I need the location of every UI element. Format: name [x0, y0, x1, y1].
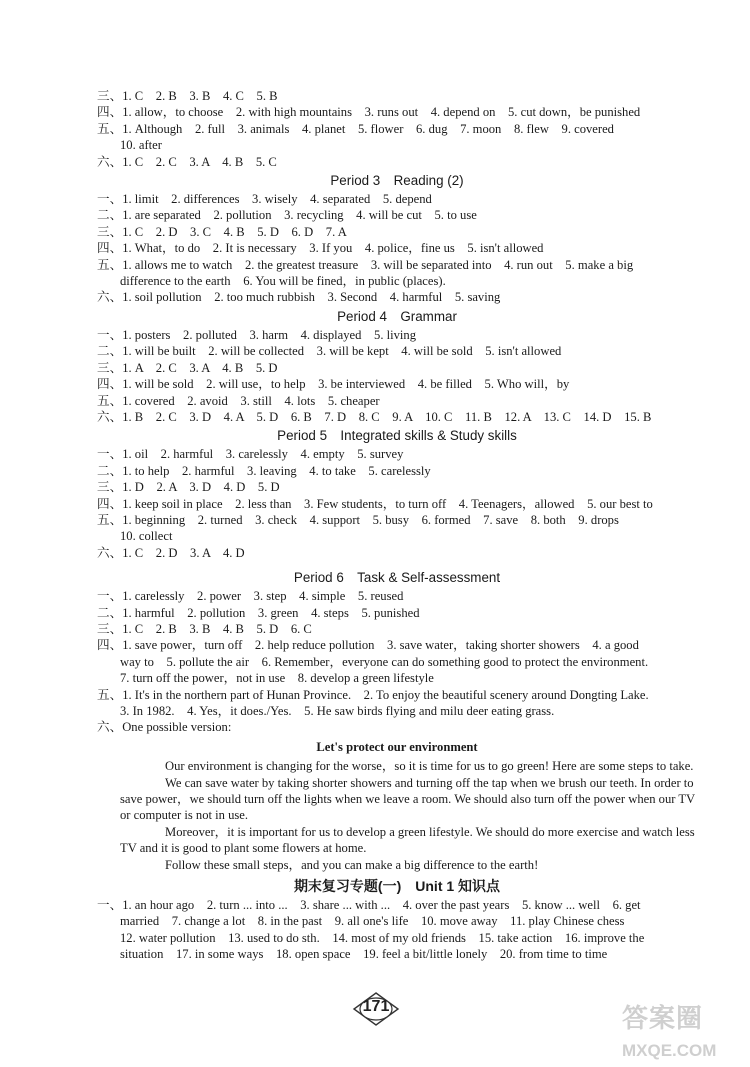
answer-row: 六、1. C 2. C 3. A 4. B 5. C: [97, 154, 277, 169]
answer-row: 三、1. C 2. B 3. B 4. C 5. B: [97, 89, 278, 103]
review-unit-title: 期末复习专题(一) Unit 1 知识点: [293, 878, 501, 895]
essay-paragraph: Follow these small steps，and you can make a big difference to the earth!: [165, 857, 539, 872]
essay-title: Let's protect our environment: [316, 739, 478, 754]
watermark-url: MXQE.COM: [622, 1041, 717, 1060]
answer-row: 五、1. beginning 2. turned 3. check 4. support 5. busy 6. formed 7. save 8. both 9. drops: [97, 512, 619, 527]
answer-row-continued: situation 17. in some ways 18. open space 19. feel a bit/little lonely 20. from time to time: [120, 947, 608, 962]
answer-row: 六、1. soil pollution 2. too much rubbish 3. Second 4. harmful 5. saving: [97, 290, 501, 305]
section-title-period-4: Period 4 Grammar: [337, 308, 457, 324]
answer-row: 四、1. allow，to choose 2. with high mountains 3. runs out 4. depend on 5. cut down，be punished: [97, 105, 641, 120]
answer-row-continued: 12. water pollution 13. used to do sth. 14. most of my old friends 15. take action 16. improve the: [120, 930, 645, 945]
answer-row: 二、1. will be built 2. will be collected 3. will be kept 4. will be sold 5. isn't allowed: [97, 344, 562, 359]
answer-row-continued: way to 5. pollute the air 6. Remember，everyone can do something good to protect the environment.: [120, 654, 649, 669]
answer-row-continued: married 7. change a lot 8. in the past 9. all one's life 10. move away 11. play Chinese chess: [120, 914, 625, 929]
answer-row-continued: 10. after: [120, 138, 162, 153]
answer-row: 二、1. to help 2. harmful 3. leaving 4. to take 5. carelessly: [97, 463, 431, 478]
answer-row: 一、1. limit 2. differences 3. wisely 4. separated 5. depend: [97, 192, 432, 207]
answer-row: 五、1. allows me to watch 2. the greatest treasure 3. will be separated into 4. run out 5. make a big: [97, 257, 634, 272]
page-number-badge: [352, 992, 400, 1026]
answer-row: 一、1. carelessly 2. power 3. step 4. simple 5. reused: [97, 589, 404, 604]
answer-content: [97, 88, 697, 963]
answer-row: 一、1. posters 2. polluted 3. harm 4. displayed 5. living: [97, 327, 417, 342]
answer-row: 二、1. harmful 2. pollution 3. green 4. steps 5. punished: [97, 605, 420, 620]
answer-row: 六、1. B 2. C 3. D 4. A 5. D 6. B 7. D 8. C 9. A 10. C 11. B 12. A 13. C 14. D 15. B: [97, 409, 652, 424]
answer-row: 一、1. an hour ago 2. turn ... into ... 3. share ... with ... 4. over the past years 5. know ... well 6. get: [97, 898, 641, 913]
section-title-period-3: Period 3 Reading (2): [330, 173, 464, 189]
answer-row: 五、1. covered 2. avoid 3. still 4. lots 5. cheaper: [97, 393, 380, 408]
answer-row: 五、1. Although 2. full 3. animals 4. planet 5. flower 6. dug 7. moon 8. flew 9. covered: [97, 121, 614, 136]
section-title-period-5: Period 5 Integrated skills & Study skills: [277, 428, 517, 444]
answer-row: 三、1. D 2. A 3. D 4. D 5. D: [97, 480, 280, 495]
answer-row: 二、1. are separated 2. pollution 3. recycling 4. will be cut 5. to use: [97, 208, 477, 223]
answer-row-continued: 10. collect: [120, 529, 173, 544]
essay-paragraph: Moreover，it is important for us to develop a green lifestyle. We should do more exercise and watch less TV and it is good to plant some flowers at home.: [120, 824, 695, 856]
watermark-logo-text: 答案圈: [622, 1003, 704, 1033]
answer-row: 四、1. will be sold 2. will use，to help 3. be interviewed 4. be filled 5. Who will，by: [97, 377, 570, 392]
answer-row: 三、1. C 2. B 3. B 4. B 5. D 6. C: [97, 621, 312, 636]
watermark: [620, 1003, 740, 1065]
answer-row: 六、1. C 2. D 3. A 4. D: [97, 545, 245, 560]
answer-row: 四、1. save power，turn off 2. help reduce pollution 3. save water，taking shorter showers 4. a good: [97, 638, 639, 653]
answer-row: 三、1. C 2. D 3. C 4. B 5. D 6. D 7. A: [97, 224, 347, 239]
answer-row: 五、1. It's in the northern part of Hunan Province. 2. To enjoy the beautiful scenery around Dongting Lake.: [97, 687, 649, 702]
answer-row: 一、1. oil 2. harmful 3. carelessly 4. empty 5. survey: [97, 447, 404, 462]
answer-row: 四、1. What，to do 2. It is necessary 3. If you 4. police，fine us 5. isn't allowed: [97, 241, 544, 256]
answer-row-continued: 7. turn off the power，not in use 8. develop a green lifestyle: [120, 671, 434, 686]
answer-row: 六、One possible version:: [97, 720, 232, 735]
essay-paragraph: We can save water by taking shorter showers and turning off the tap when we brush our teeth. In order to save power，we should turn off the lights when we leave a room. We should also turn off the power when our TV or computer is not in use.: [120, 775, 695, 823]
section-title-period-6: Period 6 Task & Self-assessment: [293, 570, 501, 586]
essay-paragraph: Our environment is changing for the worse，so it is time for us to go green! Here are some steps to take.: [165, 759, 694, 774]
answer-row-continued: difference to the earth 6. You will be fined，in public (places).: [120, 274, 446, 289]
answer-row: 四、1. keep soil in place 2. less than 3. Few students，to turn off 4. Teenagers，allowed 5. our best to: [97, 496, 653, 511]
answer-row: 三、1. A 2. C 3. A 4. B 5. D: [97, 360, 278, 375]
page-number: 171: [362, 998, 390, 1015]
answer-row-continued: 3. In 1982. 4. Yes，it does./Yes. 5. He saw birds flying and milu deer eating grass.: [120, 704, 555, 718]
